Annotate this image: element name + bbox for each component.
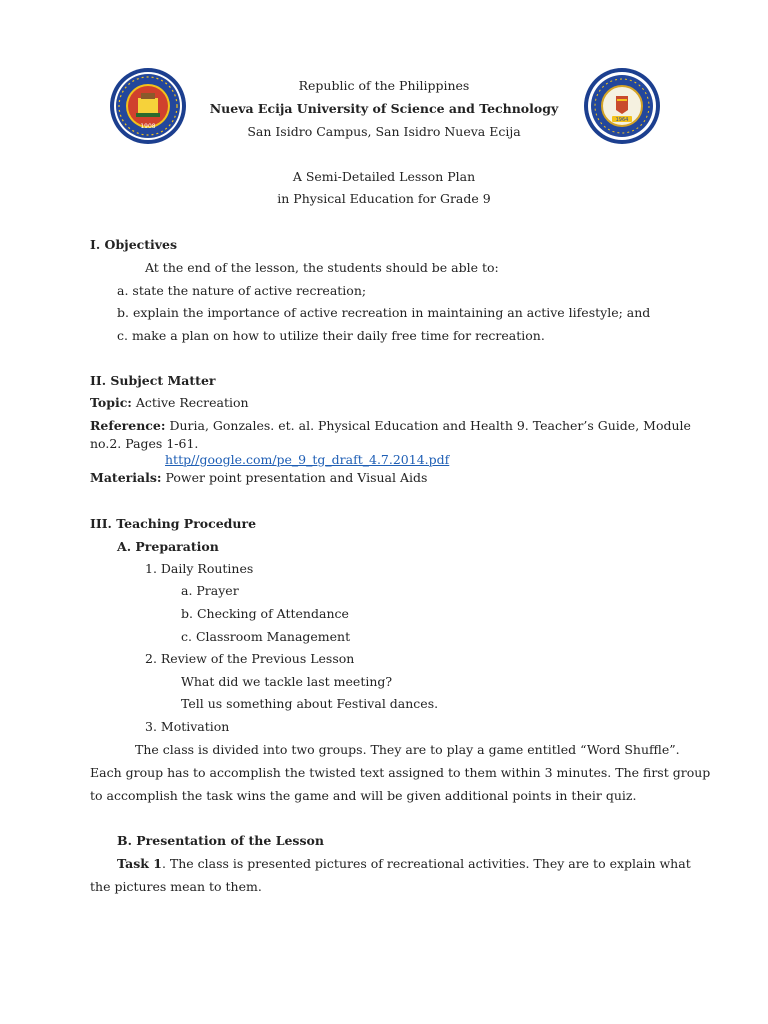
daily-routines: 1. Daily Routines bbox=[145, 561, 254, 576]
subject-matter-heading: II. Subject Matter bbox=[90, 373, 216, 388]
routine-attendance: b. Checking of Attendance bbox=[181, 606, 349, 621]
review-heading: 2. Review of the Previous Lesson bbox=[145, 651, 355, 666]
objective-item-c: c. make a plan on how to utilize their daily free time for recreation. bbox=[117, 328, 545, 343]
task-1-line-1: Task 1. The class is presented pictures of recreational activities. They are to explain what bbox=[117, 856, 691, 871]
university-name: Nueva Ecija University of Science and Technology bbox=[209, 101, 559, 116]
task-1-line-2: the pictures mean to them. bbox=[90, 879, 262, 894]
svg-text:1964: 1964 bbox=[615, 117, 629, 123]
reference-link[interactable]: http//google.com/pe_9_tg_draft_4.7.2014.pdf bbox=[165, 452, 450, 467]
reference-line-2: no.2. Pages 1-61. bbox=[90, 436, 199, 451]
objectives-intro: At the end of the lesson, the students should be able to: bbox=[145, 260, 499, 275]
lesson-plan-subtitle: in Physical Education for Grade 9 bbox=[277, 191, 491, 206]
republic-line: Republic of the Philippines bbox=[298, 78, 470, 93]
campus-line: San Isidro Campus, San Isidro Nueva Ecija bbox=[247, 124, 521, 139]
motivation-paragraph-line-2: Each group has to accomplish the twisted text assigned to them within 3 minutes. The first group bbox=[90, 765, 711, 780]
materials-line: Materials: Power point presentation and Visual Aids bbox=[90, 470, 428, 485]
reference-line: Reference: Duria, Gonzales. et. al. Physical Education and Health 9. Teacher’s Guide, Module bbox=[90, 418, 691, 433]
svg-text:1908: 1908 bbox=[140, 123, 156, 130]
objective-item-b: b. explain the importance of active recreation in maintaining an active lifestyle; and bbox=[117, 305, 651, 320]
review-question-2: Tell us something about Festival dances. bbox=[181, 696, 439, 711]
motivation-paragraph-line-3: to accomplish the task wins the game and will be given additional points in their quiz. bbox=[90, 788, 637, 803]
motivation-paragraph-line-1: The class is divided into two groups. They are to play a game entitled “Word Shuffle”. bbox=[135, 742, 680, 757]
topic-line: Topic: Active Recreation bbox=[90, 395, 249, 410]
preparation-heading: A. Preparation bbox=[117, 539, 219, 554]
objectives-heading: I. Objectives bbox=[90, 237, 178, 252]
routine-prayer: a. Prayer bbox=[181, 583, 239, 598]
presentation-heading: B. Presentation of the Lesson bbox=[117, 833, 324, 848]
lesson-plan-title: A Semi-Detailed Lesson Plan bbox=[292, 169, 476, 184]
motivation-heading: 3. Motivation bbox=[145, 719, 230, 734]
objective-item-a: a. state the nature of active recreation; bbox=[117, 283, 367, 298]
teaching-procedure-heading: III. Teaching Procedure bbox=[90, 516, 257, 531]
routine-classroom-management: c. Classroom Management bbox=[181, 629, 351, 644]
review-question-1: What did we tackle last meeting? bbox=[181, 674, 393, 689]
